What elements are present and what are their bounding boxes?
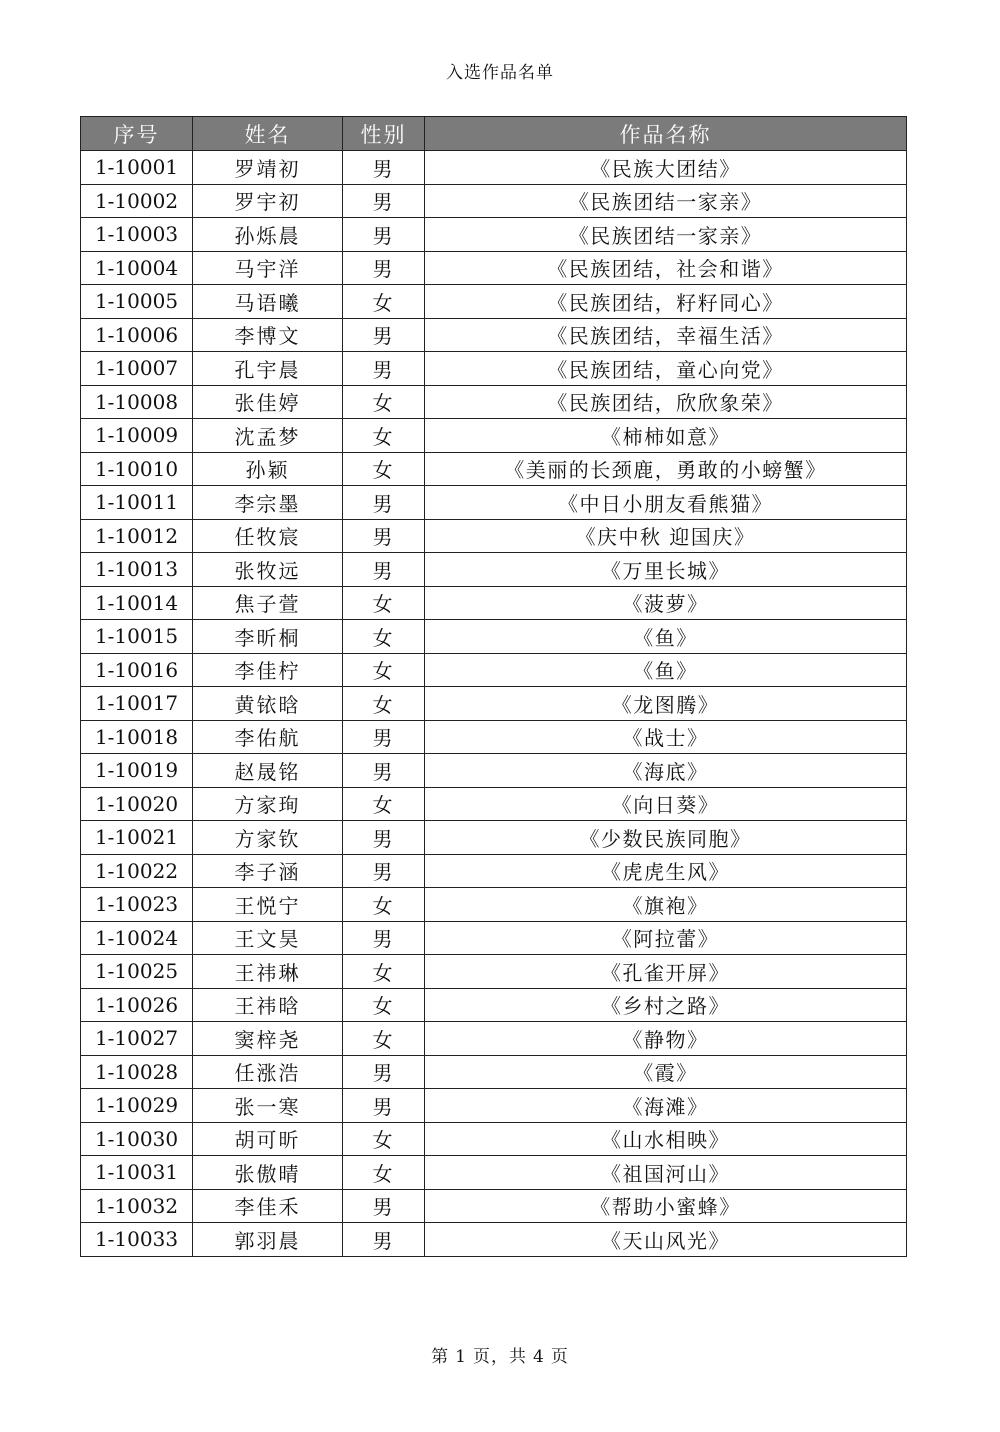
work-title-cell: 《美丽的长颈鹿，勇敢的小螃蟹》 — [425, 452, 907, 486]
table-row — [81, 754, 907, 788]
table-row — [81, 1122, 907, 1156]
student-name-cell: 王祎晗 — [193, 988, 343, 1022]
work-title-cell: 《民族团结，幸福生活》 — [425, 318, 907, 352]
gender-cell: 男 — [343, 921, 425, 955]
gender-cell: 男 — [343, 519, 425, 553]
table-row — [81, 519, 907, 553]
student-name-cell: 窦梓尧 — [193, 1022, 343, 1056]
table-row — [81, 385, 907, 419]
student-name-cell: 张佳婷 — [193, 385, 343, 419]
serial-number-cell: 1-10025 — [81, 955, 193, 989]
student-name-cell: 李佳禾 — [193, 1189, 343, 1223]
serial-number-cell: 1-10011 — [81, 486, 193, 520]
student-name-cell: 李宗墨 — [193, 486, 343, 520]
serial-number-cell: 1-10009 — [81, 419, 193, 453]
gender-cell: 女 — [343, 452, 425, 486]
serial-number-cell: 1-10023 — [81, 888, 193, 922]
serial-number-cell: 1-10001 — [81, 151, 193, 185]
serial-number-cell: 1-10017 — [81, 687, 193, 721]
student-name-cell: 李佑航 — [193, 720, 343, 754]
gender-cell: 女 — [343, 955, 425, 989]
work-title-cell: 《海滩》 — [425, 1089, 907, 1123]
student-name-cell: 沈孟梦 — [193, 419, 343, 453]
gender-cell: 男 — [343, 720, 425, 754]
serial-number-cell: 1-10029 — [81, 1089, 193, 1123]
serial-number-cell: 1-10018 — [81, 720, 193, 754]
gender-cell: 女 — [343, 1156, 425, 1190]
work-title-cell: 《菠萝》 — [425, 586, 907, 620]
table-row — [81, 988, 907, 1022]
student-name-cell: 孔宇晨 — [193, 352, 343, 386]
table-row — [81, 285, 907, 319]
gender-cell: 女 — [343, 586, 425, 620]
work-title-cell: 《民族团结，社会和谐》 — [425, 251, 907, 285]
table-row — [81, 1156, 907, 1190]
serial-number-cell: 1-10016 — [81, 653, 193, 687]
student-name-cell: 张牧远 — [193, 553, 343, 587]
table-row — [81, 720, 907, 754]
table-row — [81, 620, 907, 654]
gender-cell: 女 — [343, 687, 425, 721]
serial-number-cell: 1-10030 — [81, 1122, 193, 1156]
serial-number-cell: 1-10028 — [81, 1055, 193, 1089]
work-title-cell: 《海底》 — [425, 754, 907, 788]
gender-cell: 男 — [343, 553, 425, 587]
serial-number-cell: 1-10013 — [81, 553, 193, 587]
gender-cell: 女 — [343, 787, 425, 821]
gender-cell: 女 — [343, 1022, 425, 1056]
table-row — [81, 486, 907, 520]
header-gender: 性别 — [343, 117, 425, 151]
student-name-cell: 方家珣 — [193, 787, 343, 821]
work-title-cell: 《战士》 — [425, 720, 907, 754]
footer-page-prefix: 第 — [431, 1347, 450, 1367]
page-footer — [0, 1342, 1000, 1367]
table-row — [81, 687, 907, 721]
serial-number-cell: 1-10003 — [81, 218, 193, 252]
work-title-cell: 《民族团结一家亲》 — [425, 184, 907, 218]
gender-cell: 女 — [343, 988, 425, 1022]
work-title-cell: 《柿柿如意》 — [425, 419, 907, 453]
gender-cell: 女 — [343, 1122, 425, 1156]
serial-number-cell: 1-10005 — [81, 285, 193, 319]
work-title-cell: 《虎虎生风》 — [425, 854, 907, 888]
page-title: 入选作品名单 — [446, 63, 554, 83]
table-row — [81, 184, 907, 218]
footer-page-current: 1 — [455, 1347, 467, 1367]
student-name-cell: 郭羽晨 — [193, 1223, 343, 1257]
serial-number-cell: 1-10022 — [81, 854, 193, 888]
work-title-cell: 《帮助小蜜蜂》 — [425, 1189, 907, 1223]
gender-cell: 女 — [343, 385, 425, 419]
work-title-cell: 《孔雀开屏》 — [425, 955, 907, 989]
footer-page-total: 4 — [533, 1347, 545, 1367]
gender-cell: 男 — [343, 1189, 425, 1223]
student-name-cell: 焦子萱 — [193, 586, 343, 620]
table-row — [81, 1022, 907, 1056]
table-row — [81, 553, 907, 587]
gender-cell: 男 — [343, 1089, 425, 1123]
gender-cell: 男 — [343, 251, 425, 285]
table-body — [81, 151, 907, 1257]
serial-number-cell: 1-10004 — [81, 251, 193, 285]
footer-page-suffix: 页 — [550, 1347, 569, 1367]
student-name-cell: 李佳柠 — [193, 653, 343, 687]
student-name-cell: 孙烁晨 — [193, 218, 343, 252]
gender-cell: 男 — [343, 486, 425, 520]
student-name-cell: 王祎琳 — [193, 955, 343, 989]
table-row — [81, 653, 907, 687]
student-name-cell: 任涨浩 — [193, 1055, 343, 1089]
table-row — [81, 419, 907, 453]
work-title-cell: 《鱼》 — [425, 620, 907, 654]
work-title-cell: 《祖国河山》 — [425, 1156, 907, 1190]
table-row — [81, 586, 907, 620]
table-row — [81, 452, 907, 486]
gender-cell: 男 — [343, 1223, 425, 1257]
gender-cell: 女 — [343, 888, 425, 922]
table-row — [81, 1189, 907, 1223]
gender-cell: 男 — [343, 218, 425, 252]
table-row — [81, 787, 907, 821]
serial-number-cell: 1-10010 — [81, 452, 193, 486]
work-title-cell: 《中日小朋友看熊猫》 — [425, 486, 907, 520]
student-name-cell: 马语曦 — [193, 285, 343, 319]
student-name-cell: 王悦宁 — [193, 888, 343, 922]
student-name-cell: 李子涵 — [193, 854, 343, 888]
student-name-cell: 张一寒 — [193, 1089, 343, 1123]
table-row — [81, 1223, 907, 1257]
work-title-cell: 《山水相映》 — [425, 1122, 907, 1156]
work-title-cell: 《民族大团结》 — [425, 151, 907, 185]
table-header-row — [81, 117, 907, 151]
work-title-cell: 《民族团结一家亲》 — [425, 218, 907, 252]
serial-number-cell: 1-10033 — [81, 1223, 193, 1257]
work-title-cell: 《庆中秋 迎国庆》 — [425, 519, 907, 553]
serial-number-cell: 1-10024 — [81, 921, 193, 955]
work-title-cell: 《向日葵》 — [425, 787, 907, 821]
gender-cell: 女 — [343, 653, 425, 687]
student-name-cell: 赵晟铭 — [193, 754, 343, 788]
gender-cell: 男 — [343, 318, 425, 352]
table-row — [81, 821, 907, 855]
student-name-cell: 李昕桐 — [193, 620, 343, 654]
serial-number-cell: 1-10002 — [81, 184, 193, 218]
student-name-cell: 罗靖初 — [193, 151, 343, 185]
serial-number-cell: 1-10020 — [81, 787, 193, 821]
serial-number-cell: 1-10031 — [81, 1156, 193, 1190]
student-name-cell: 任牧宸 — [193, 519, 343, 553]
student-name-cell: 方家钦 — [193, 821, 343, 855]
work-title-cell: 《霞》 — [425, 1055, 907, 1089]
student-name-cell: 孙颖 — [193, 452, 343, 486]
serial-number-cell: 1-10014 — [81, 586, 193, 620]
serial-number-cell: 1-10026 — [81, 988, 193, 1022]
table-row — [81, 318, 907, 352]
student-name-cell: 胡可昕 — [193, 1122, 343, 1156]
work-title-cell: 《旗袍》 — [425, 888, 907, 922]
serial-number-cell: 1-10007 — [81, 352, 193, 386]
work-title-cell: 《少数民族同胞》 — [425, 821, 907, 855]
header-serial-number: 序号 — [81, 117, 193, 151]
student-name-cell: 王文昊 — [193, 921, 343, 955]
student-name-cell: 李博文 — [193, 318, 343, 352]
table-row — [81, 854, 907, 888]
table-row — [81, 921, 907, 955]
work-title-cell: 《民族团结，籽籽同心》 — [425, 285, 907, 319]
serial-number-cell: 1-10015 — [81, 620, 193, 654]
gender-cell: 男 — [343, 821, 425, 855]
gender-cell: 男 — [343, 754, 425, 788]
selected-works-table — [80, 116, 907, 1257]
serial-number-cell: 1-10027 — [81, 1022, 193, 1056]
work-title-cell: 《阿拉蕾》 — [425, 921, 907, 955]
serial-number-cell: 1-10012 — [81, 519, 193, 553]
work-title-cell: 《天山风光》 — [425, 1223, 907, 1257]
header-work-title: 作品名称 — [425, 117, 907, 151]
work-title-cell: 《民族团结，欣欣象荣》 — [425, 385, 907, 419]
serial-number-cell: 1-10019 — [81, 754, 193, 788]
student-name-cell: 张傲晴 — [193, 1156, 343, 1190]
serial-number-cell: 1-10021 — [81, 821, 193, 855]
serial-number-cell: 1-10032 — [81, 1189, 193, 1223]
table-row — [81, 888, 907, 922]
header-name: 姓名 — [193, 117, 343, 151]
student-name-cell: 黄铱晗 — [193, 687, 343, 721]
work-title-cell: 《鱼》 — [425, 653, 907, 687]
gender-cell: 女 — [343, 419, 425, 453]
table-row — [81, 251, 907, 285]
gender-cell: 男 — [343, 151, 425, 185]
table-row — [81, 1089, 907, 1123]
serial-number-cell: 1-10008 — [81, 385, 193, 419]
footer-page-middle: 页，共 — [473, 1347, 527, 1367]
work-title-cell: 《万里长城》 — [425, 553, 907, 587]
serial-number-cell: 1-10006 — [81, 318, 193, 352]
gender-cell: 女 — [343, 620, 425, 654]
table-row — [81, 1055, 907, 1089]
work-title-cell: 《民族团结，童心向党》 — [425, 352, 907, 386]
student-name-cell: 马宇洋 — [193, 251, 343, 285]
table-row — [81, 151, 907, 185]
gender-cell: 女 — [343, 285, 425, 319]
work-title-cell: 《龙图腾》 — [425, 687, 907, 721]
gender-cell: 男 — [343, 1055, 425, 1089]
gender-cell: 男 — [343, 184, 425, 218]
work-title-cell: 《静物》 — [425, 1022, 907, 1056]
table-row — [81, 352, 907, 386]
gender-cell: 男 — [343, 854, 425, 888]
student-name-cell: 罗宇初 — [193, 184, 343, 218]
table-row — [81, 955, 907, 989]
work-title-cell: 《乡村之路》 — [425, 988, 907, 1022]
table-row — [81, 218, 907, 252]
gender-cell: 男 — [343, 352, 425, 386]
